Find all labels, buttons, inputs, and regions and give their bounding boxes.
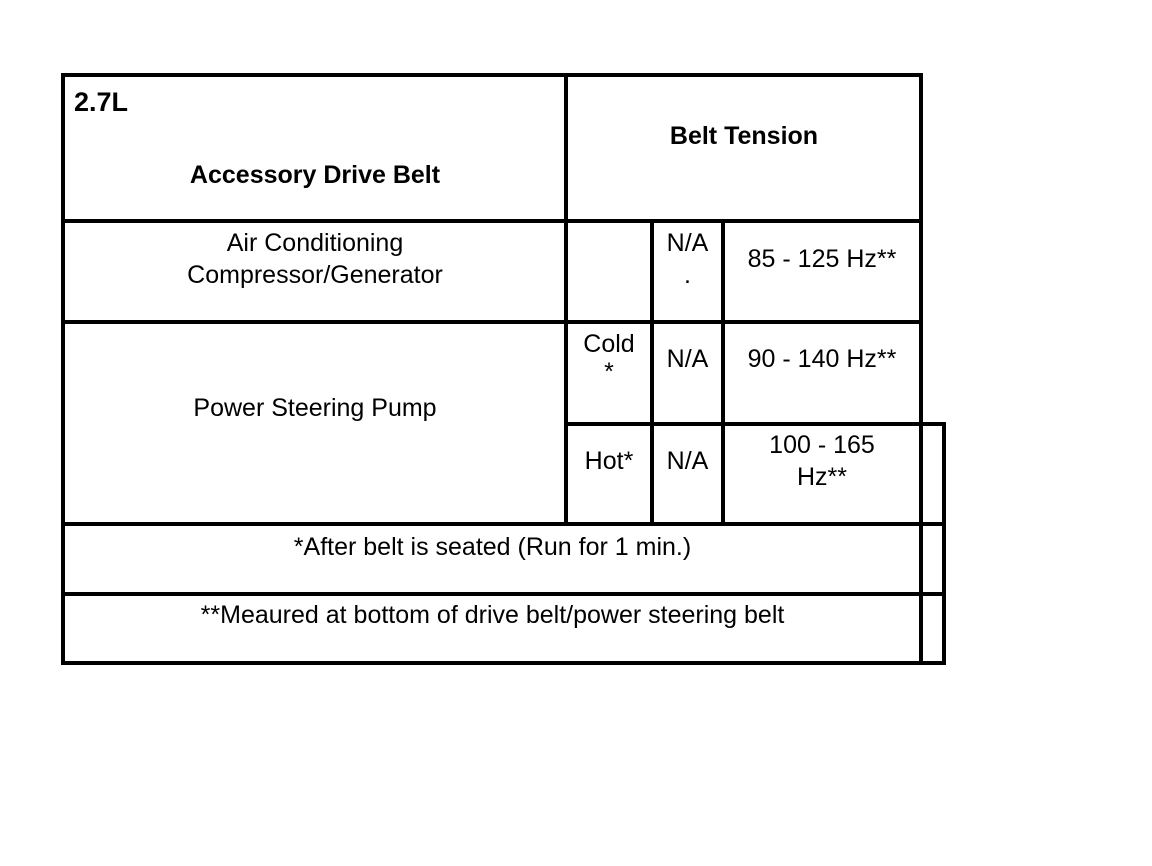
- ac-new-belt-line2: .: [684, 261, 691, 289]
- row-line-3: [564, 422, 946, 426]
- hot-new-belt: N/A: [666, 447, 709, 475]
- component-ac-line1: Air Conditioning: [226, 229, 404, 257]
- row-line-2: [61, 320, 923, 324]
- footnote-after-seated: *After belt is seated (Run for 1 min.): [293, 533, 692, 561]
- row-line-5: [61, 592, 946, 596]
- footnote-measured: **Meaured at bottom of drive belt/power steering belt: [200, 601, 785, 629]
- hot-used-belt-line1: 100 - 165: [769, 431, 875, 459]
- table-border-right-upper: [919, 73, 923, 665]
- engine-label: 2.7L: [74, 87, 129, 117]
- ac-new-belt-line1: N/A: [666, 229, 709, 257]
- header-belt-tension: Belt Tension: [669, 122, 819, 150]
- cold-condition-line1: Cold: [583, 330, 635, 358]
- table-border-right-outer: [942, 422, 946, 665]
- hot-condition: Hot*: [584, 447, 634, 475]
- header-accessory-drive-belt: Accessory Drive Belt: [189, 161, 441, 189]
- row-line-1: [61, 219, 923, 223]
- table-border-bottom: [61, 661, 946, 665]
- component-power-steering: Power Steering Pump: [193, 394, 437, 422]
- component-ac-line2: Compressor/Generator: [187, 261, 443, 289]
- cold-condition-line2: *: [604, 358, 614, 386]
- row-line-4: [61, 522, 946, 526]
- cold-new-belt: N/A: [666, 345, 709, 373]
- hot-used-belt-line2: Hz**: [796, 463, 847, 491]
- table-border-top: [61, 73, 923, 77]
- cold-used-belt: 90 - 140 Hz**: [747, 345, 897, 373]
- ac-used-belt: 85 - 125 Hz**: [747, 245, 897, 273]
